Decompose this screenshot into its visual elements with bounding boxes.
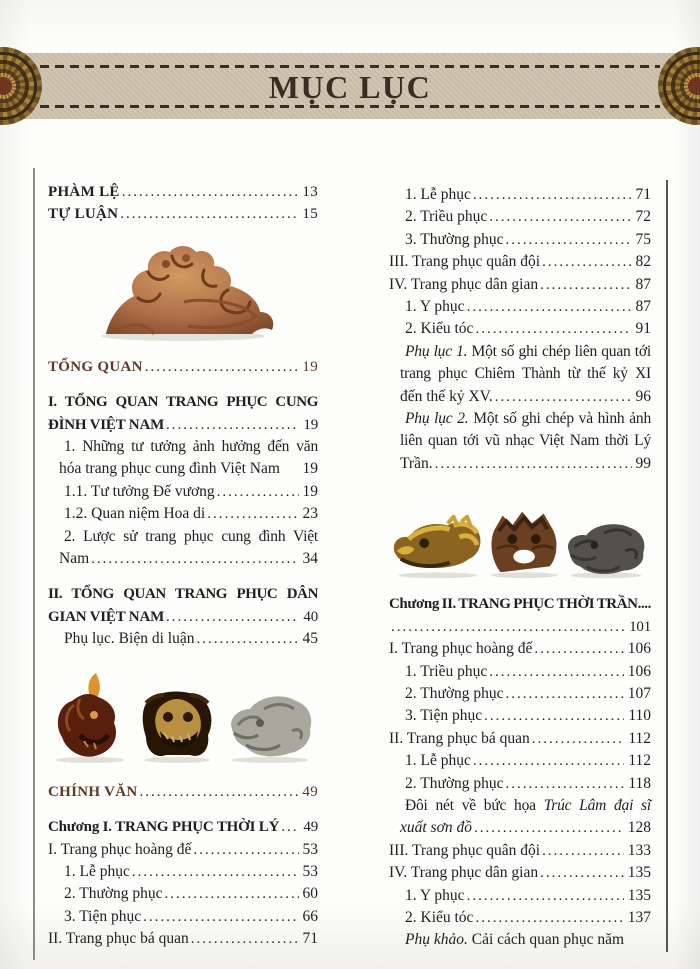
page-number: 91 — [635, 320, 651, 338]
dot-leader — [165, 883, 299, 905]
page-number: 72 — [635, 208, 651, 226]
toc-entry-text: Phụ khảo. Cải cách quan phục năm — [405, 931, 625, 949]
toc-block-main-text — [48, 781, 318, 951]
dot-leader — [475, 318, 631, 340]
toc-entry — [389, 251, 651, 273]
dark-stone-dragon-head-photo — [563, 517, 649, 579]
toc-entry-text: 2. Thường phục — [405, 774, 504, 792]
toc-entry-text: TỰ LUẬN — [48, 206, 119, 223]
grey-stone-dragon-head-photo — [224, 687, 316, 763]
toc-entry — [389, 683, 651, 705]
toc-entry — [389, 661, 651, 683]
toc-block-front-matter — [48, 181, 318, 226]
page-number: 112 — [628, 729, 651, 747]
page-number: 118 — [628, 774, 651, 792]
toc-entry — [389, 638, 651, 660]
toc-block-chapter1-rest — [389, 184, 651, 475]
page-number: 87 — [635, 298, 651, 316]
page-number: 34 — [302, 550, 318, 568]
toc-entry-text: GIAN VIỆT NAM — [48, 608, 165, 625]
page-edge-shadow-left — [33, 168, 35, 960]
page-number: 135 — [627, 886, 651, 904]
page-number: 87 — [635, 275, 651, 293]
dot-leader — [193, 839, 298, 861]
toc-entry-text: II. Trang phục bá quan — [48, 930, 189, 948]
toc-entry-text: TỔNG QUAN — [48, 358, 143, 375]
toc-entry-text: 3. Tiện phục — [405, 707, 483, 725]
toc-entry-text: I. Trang phục hoàng đế — [48, 840, 192, 858]
toc-entry-text: ĐÌNH VIỆT NAM — [48, 416, 165, 433]
toc-entry-text: Phụ lục. Biện di luận — [64, 630, 195, 648]
toc-entry — [389, 408, 651, 475]
page-number: 71 — [302, 930, 318, 948]
toc-entry — [48, 481, 318, 503]
page-number: 15 — [302, 206, 318, 223]
toc-entry-text: IV. Trang phục dân gian — [389, 864, 539, 882]
dot-leader — [467, 296, 632, 318]
toc-entry — [389, 795, 651, 840]
page-number: 53 — [302, 840, 318, 858]
page-number: 53 — [302, 862, 318, 880]
toc-entry — [389, 184, 651, 206]
dot-leader — [145, 356, 299, 378]
toc-entry — [389, 296, 651, 318]
toc-entry-text: Trần. — [400, 454, 433, 472]
dot-leader — [166, 414, 299, 436]
page-number: 96 — [635, 387, 651, 405]
toc-entry-text: 1.2. Quan niệm Hoa di — [64, 505, 206, 523]
page-number: 19 — [302, 482, 318, 500]
toc-entry-text: 2. Lược sử trang phục cung đình Việt — [64, 527, 318, 545]
dot-leader — [542, 840, 624, 862]
toc-entry-text: Phụ lục 1. Một số ghi chép liên quan tới — [405, 342, 651, 360]
page-number: 107 — [627, 684, 651, 702]
toc-entry-text: liên quan tới vũ nhạc Việt Nam thời Lý — [400, 432, 651, 450]
toc-entry — [48, 583, 318, 628]
dot-leader — [207, 503, 298, 525]
toc-entry-text: IV. Trang phục dân gian — [389, 275, 539, 293]
toc-entry-text: PHÀM LỆ — [48, 184, 120, 200]
page-number: 110 — [628, 707, 651, 725]
dot-leader — [391, 616, 625, 638]
toc-entry-text: 3. Tiện phục — [64, 907, 142, 925]
dot-leader — [506, 773, 625, 795]
page-number: 45 — [302, 630, 318, 648]
toc-entry-text: trang phục Chiêm Thành từ thế kỷ XI — [400, 365, 651, 383]
toc-entry — [48, 526, 318, 571]
toc-entry-text: 1. Triều phục — [405, 662, 488, 680]
dot-leader — [91, 548, 298, 570]
page-number: 49 — [303, 819, 318, 836]
toc-entry-text: III. Trang phục quân đội — [389, 841, 541, 859]
page-number: 19 — [303, 416, 318, 433]
dot-leader — [281, 816, 299, 838]
toc-entry — [389, 229, 651, 251]
dot-leader — [540, 274, 631, 296]
toc-entry-text: III. Trang phục quân đội — [389, 253, 541, 271]
rust-dragon-head-photo — [485, 501, 563, 579]
toc-entry — [48, 503, 318, 525]
toc-entry-text: Chương I. TRANG PHỤC THỜI LÝ — [48, 819, 280, 836]
page-number: 23 — [302, 505, 318, 523]
title-banner — [0, 53, 700, 119]
page-title: MỤC LỤC — [268, 69, 432, 105]
toc-entry — [48, 781, 318, 803]
toc-entry — [389, 206, 651, 228]
toc-entry-text: I. TỔNG QUAN TRANG PHỤC CUNG — [48, 394, 318, 411]
toc-entry-text: 2. Kiểu tóc — [405, 320, 474, 338]
dot-leader — [473, 184, 632, 206]
toc-entry — [389, 318, 651, 340]
dot-leader — [540, 862, 624, 884]
page-number: 19 — [302, 358, 318, 375]
toc-entry — [389, 274, 651, 296]
toc-entry — [389, 862, 651, 884]
red-lion-head-photo — [50, 671, 130, 763]
toc-entry — [389, 773, 651, 795]
dot-leader — [506, 683, 624, 705]
toc-entry-text: 1.1. Tư tưởng Đế vương — [64, 482, 215, 500]
toc-block-overview — [48, 356, 318, 651]
dot-leader — [506, 229, 632, 251]
page-number: 71 — [635, 186, 651, 203]
dot-leader — [534, 638, 623, 660]
toc-entry — [389, 750, 651, 772]
toc-entry-text: 2. Kiểu tóc — [405, 908, 474, 926]
toc-block-chapter2 — [389, 593, 651, 952]
page-number: 99 — [635, 454, 651, 472]
gold-faced-lion-head-photo — [138, 679, 216, 763]
dot-leader — [282, 458, 299, 480]
dot-leader — [196, 628, 298, 650]
figure-terracotta-ornament — [48, 242, 318, 342]
toc-entry — [389, 929, 651, 951]
page-number: 40 — [303, 608, 318, 625]
dot-leader — [532, 728, 625, 750]
toc-entry — [48, 883, 318, 905]
toc-entry-text: Đôi nét về bức họa Trúc Lâm đại sĩ — [405, 796, 651, 814]
page-number: 19 — [302, 460, 318, 478]
toc-entry-text: II. TỔNG QUAN TRANG PHỤC DÂN — [48, 586, 318, 603]
toc-entry-text: hóa trang phục cung đình Việt Nam — [59, 460, 280, 478]
toc-entry — [48, 203, 318, 225]
page-number: 75 — [635, 230, 651, 248]
toc-entry — [389, 907, 651, 929]
page-number: 13 — [302, 184, 318, 200]
dot-leader — [542, 251, 631, 273]
dot-leader — [484, 705, 624, 727]
page-number: 101 — [629, 618, 651, 635]
toc-entry — [48, 628, 318, 650]
toc-entry-text: 1. Y phục — [405, 886, 465, 904]
toc-entry-text: xuất sơn đồ — [400, 819, 472, 837]
dot-leader — [120, 203, 298, 225]
toc-entry — [389, 341, 651, 408]
toc-entry — [389, 728, 651, 750]
toc-entry-text: 2. Thường phục — [64, 885, 163, 903]
dot-leader — [474, 817, 624, 839]
toc-entry-text: 1. Y phục — [405, 298, 465, 316]
toc-entry — [389, 885, 651, 907]
toc-entry — [48, 356, 318, 378]
toc-entry — [389, 593, 651, 638]
dot-leader — [495, 386, 632, 408]
toc-entry-text: I. Trang phục hoàng đế — [389, 640, 533, 658]
dot-leader — [489, 661, 624, 683]
toc-entry-text: 1. Lễ phục — [405, 752, 471, 770]
toc-entry-text: 2. Thường phục — [405, 684, 504, 702]
dot-leader — [140, 781, 299, 803]
toc-entry-text: 1. Lễ phục — [405, 186, 471, 203]
dot-leader — [191, 928, 299, 950]
toc-entry — [48, 906, 318, 928]
page-number: 135 — [627, 864, 651, 882]
toc-entry — [48, 391, 318, 436]
toc-entry-text: 2. Triều phục — [405, 208, 488, 226]
dot-leader — [467, 885, 624, 907]
toc-entry-text: 1. Lễ phục — [64, 862, 130, 880]
toc-entry — [48, 436, 318, 481]
dot-leader — [166, 606, 299, 628]
toc-entry — [48, 839, 318, 861]
toc-entry — [389, 705, 651, 727]
toc-entry-text: Phụ lục 2. Một số ghi chép và hình ảnh — [405, 410, 651, 428]
page-number: 128 — [627, 819, 651, 837]
page-number: 106 — [627, 640, 651, 658]
figure-lion-heads — [50, 667, 316, 763]
toc-column-right — [389, 184, 651, 952]
toc-entry-text: II. Trang phục bá quan — [389, 729, 530, 747]
figure-dragon-heads — [391, 489, 649, 579]
page-edge-shadow-right — [666, 180, 668, 952]
toc-entry — [389, 840, 651, 862]
toc-entry-text: đến thế kỷ XV. — [400, 387, 493, 405]
page-number: 112 — [628, 752, 651, 770]
dot-leader — [435, 453, 632, 475]
page-number: 66 — [302, 907, 318, 925]
toc-column-left — [48, 181, 318, 951]
page-number: 106 — [627, 662, 651, 680]
toc-entry — [48, 816, 318, 838]
dot-leader — [489, 206, 631, 228]
dot-leader — [143, 906, 298, 928]
toc-entry-text: 3. Thường phục — [405, 230, 504, 248]
dot-leader — [217, 481, 299, 503]
toc-entry-text: CHÍNH VĂN — [48, 783, 138, 800]
toc-entry-text: Chương II. TRANG PHỤC THỜI TRẦN.... — [389, 596, 651, 613]
page-number: 133 — [627, 841, 651, 859]
toc-entry — [48, 181, 318, 203]
dot-leader — [122, 181, 299, 203]
page-number: 137 — [627, 908, 651, 926]
page-number: 82 — [635, 253, 651, 271]
terracotta-dragon-ornament-photo — [88, 242, 278, 342]
dot-leader — [473, 750, 624, 772]
toc-entry-text: Nam — [59, 550, 90, 568]
page-number: 49 — [302, 783, 318, 800]
toc-entry — [48, 928, 318, 950]
toc-entry — [48, 861, 318, 883]
toc-entry-text: 1. Những tư tưởng ảnh hưởng đến văn — [64, 438, 318, 456]
yellow-glazed-dragon-head-photo — [391, 515, 485, 579]
dot-leader — [132, 861, 299, 883]
dot-leader — [475, 907, 623, 929]
page-number: 60 — [302, 885, 318, 903]
